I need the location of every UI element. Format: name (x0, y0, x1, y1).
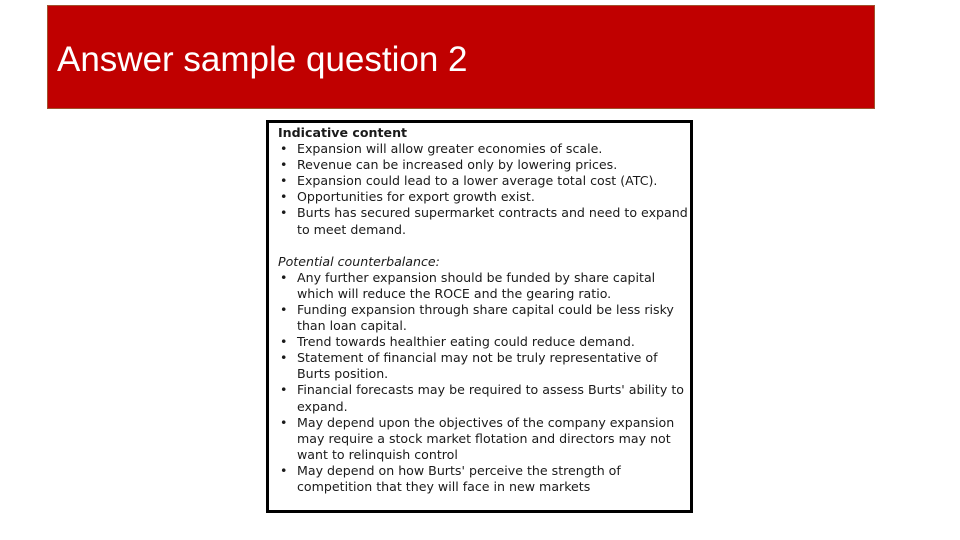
slide-title: Answer sample question 2 (57, 40, 468, 79)
list-item: • Any further expansion should be funded by share capital which will reduce the ROCE and the gearing ratio. (278, 270, 690, 302)
list-item: • May depend on how Burts' perceive the strength of competition that they will face in new markets (278, 463, 690, 495)
list-item: • Burts has secured supermarket contracts and need to expand to meet demand. (278, 205, 690, 237)
indicative-content-list (278, 141, 690, 238)
mark-scheme-box (266, 120, 693, 513)
list-item: • Expansion will allow greater economies of scale. (278, 141, 690, 157)
counterbalance-heading: Potential counterbalance: (278, 253, 440, 269)
section-spacer (278, 238, 690, 254)
list-item: • Financial forecasts may be required to assess Burts' ability to expand. (278, 382, 690, 414)
list-item: • Funding expansion through share capital could be less risky than loan capital. (278, 302, 690, 334)
title-banner (47, 5, 875, 109)
list-item: • Revenue can be increased only by lowering prices. (278, 157, 690, 173)
list-item: • Statement of financial may not be truly representative of Burts position. (278, 350, 690, 382)
list-item: • Expansion could lead to a lower average total cost (ATC). (278, 173, 690, 189)
counterbalance-list (278, 270, 690, 495)
indicative-content-heading: Indicative content (278, 125, 408, 140)
list-item: • Trend towards healthier eating could reduce demand. (278, 334, 690, 350)
list-item: • May depend upon the objectives of the company expansion may require a stock market flotation and directors may not want to relinquish control (278, 415, 690, 463)
list-item: • Opportunities for export growth exist. (278, 189, 690, 205)
